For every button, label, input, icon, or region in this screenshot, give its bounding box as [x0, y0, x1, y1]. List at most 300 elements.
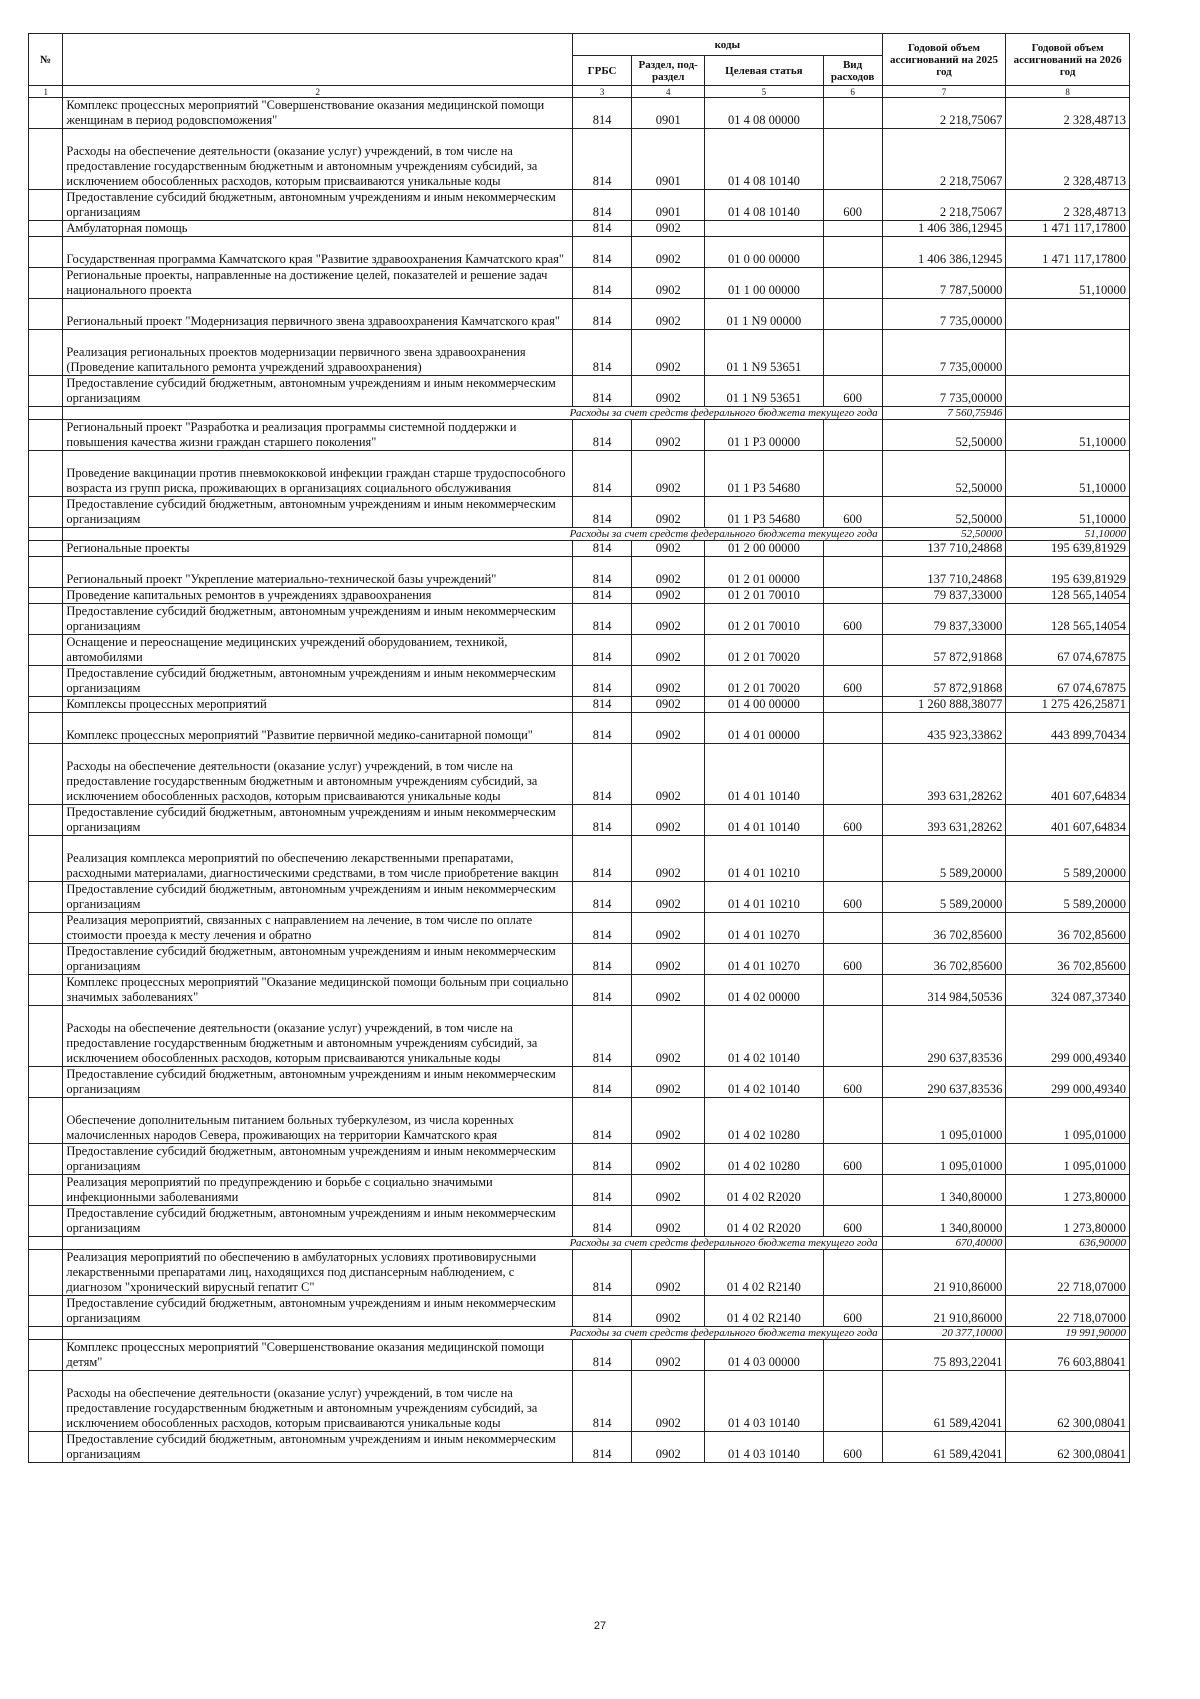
table-row: [29, 588, 1130, 604]
row-grbs-cell: 814: [573, 913, 632, 944]
row-year1-cell: 2 218,75067: [882, 129, 1006, 190]
row-name-cell: Реализация комплекса мероприятий по обеспечению лекарственными препаратами, расходными материалами, диагностическими средствами, в том числе приобретение вакцин: [63, 836, 573, 882]
row-num-cell: [29, 1371, 63, 1432]
row-kind-cell: [823, 129, 882, 190]
row-section-cell: 0901: [632, 129, 705, 190]
table-row: [29, 1340, 1130, 1371]
row-section-cell: 0902: [632, 975, 705, 1006]
table-row: [29, 451, 1130, 497]
row-grbs-cell: 814: [573, 1144, 632, 1175]
federal-budget-row: [29, 528, 1130, 541]
table-row: [29, 1098, 1130, 1144]
row-section-cell: 0902: [632, 541, 705, 557]
row-year2-cell: 1 275 426,25871: [1006, 697, 1130, 713]
row-target-cell: 01 4 02 R2020: [705, 1206, 823, 1237]
row-year2-cell: 195 639,81929: [1006, 557, 1130, 588]
row-grbs-cell: 814: [573, 221, 632, 237]
row-year2-cell: 67 074,67875: [1006, 666, 1130, 697]
row-target-cell: 01 0 00 00000: [705, 237, 823, 268]
row-num-cell: [29, 98, 63, 129]
row-target-cell: 01 1 P3 00000: [705, 420, 823, 451]
row-year2-cell: 51,10000: [1006, 420, 1130, 451]
row-num-cell: [29, 190, 63, 221]
row-year1-cell: 137 710,24868: [882, 541, 1006, 557]
row-num-cell: [29, 666, 63, 697]
row-num-cell: [29, 713, 63, 744]
row-name-cell: Расходы на обеспечение деятельности (оказание услуг) учреждений, в том числе на предоставление государственным бюджетным и автономным учреждениям субсидий, за исключением обособленных расходов, которым присваиваются уникальные коды: [63, 744, 573, 805]
row-year1-cell: 290 637,83536: [882, 1067, 1006, 1098]
row-year1-cell: 7 735,00000: [882, 299, 1006, 330]
row-year2-cell: 67 074,67875: [1006, 635, 1130, 666]
row-kind-cell: [823, 588, 882, 604]
row-kind-cell: 600: [823, 604, 882, 635]
row-year1-cell: 61 589,42041: [882, 1371, 1006, 1432]
row-target-cell: 01 1 N9 53651: [705, 376, 823, 407]
row-target-cell: 01 4 02 R2140: [705, 1296, 823, 1327]
row-name-cell: Предоставление субсидий бюджетным, автономным учреждениям и иным некоммерческим организациям: [63, 1206, 573, 1237]
table-row: [29, 697, 1130, 713]
row-year2-cell: 22 718,07000: [1006, 1250, 1130, 1296]
index-cell: 3: [573, 86, 632, 98]
row-kind-cell: [823, 697, 882, 713]
row-grbs-cell: 814: [573, 588, 632, 604]
row-num-cell: [29, 1327, 63, 1340]
row-kind-cell: 600: [823, 1432, 882, 1463]
row-section-cell: 0902: [632, 1250, 705, 1296]
row-target-cell: 01 4 03 00000: [705, 1340, 823, 1371]
row-name-cell: Реализация мероприятий по обеспечению в амбулаторных условиях противовирусными лекарственными препаратами лиц, находящихся под диспансерным наблюдением, с диагнозом "хронический вирусный гепатит С": [63, 1250, 573, 1296]
budget-table: [28, 33, 1130, 1463]
row-kind-cell: 600: [823, 376, 882, 407]
row-grbs-cell: 814: [573, 1067, 632, 1098]
row-section-cell: 0902: [632, 1340, 705, 1371]
row-section-cell: 0902: [632, 913, 705, 944]
row-name-cell: Реализация региональных проектов модернизации первичного звена здравоохранения (Проведение капитального ремонта учреждений здравоохранения): [63, 330, 573, 376]
row-target-cell: 01 4 01 10140: [705, 805, 823, 836]
row-num-cell: [29, 237, 63, 268]
row-grbs-cell: 814: [573, 666, 632, 697]
row-grbs-cell: 814: [573, 975, 632, 1006]
row-year1-cell: 20 377,10000: [882, 1327, 1006, 1340]
header-codes: коды: [573, 34, 883, 56]
table-row: [29, 744, 1130, 805]
row-name-cell: Предоставление субсидий бюджетным, автономным учреждениям и иным некоммерческим организациям: [63, 1144, 573, 1175]
row-grbs-cell: 814: [573, 497, 632, 528]
row-year2-cell: 299 000,49340: [1006, 1067, 1130, 1098]
header-year2: Годовой объем ассигнований на 2026 год: [1006, 34, 1130, 86]
row-num-cell: [29, 1144, 63, 1175]
row-section-cell: 0902: [632, 1144, 705, 1175]
row-name-cell: Предоставление субсидий бюджетным, автономным учреждениям и иным некоммерческим организациям: [63, 1296, 573, 1327]
table-row: [29, 330, 1130, 376]
page-number: 27: [593, 1620, 607, 1632]
row-num-cell: [29, 1098, 63, 1144]
row-grbs-cell: 814: [573, 1371, 632, 1432]
row-grbs-cell: 814: [573, 1006, 632, 1067]
row-grbs-cell: 814: [573, 713, 632, 744]
row-grbs-cell: 814: [573, 451, 632, 497]
row-kind-cell: [823, 1098, 882, 1144]
row-grbs-cell: 814: [573, 744, 632, 805]
table-row: [29, 1206, 1130, 1237]
row-year2-cell: 62 300,08041: [1006, 1432, 1130, 1463]
row-num-cell: [29, 1237, 63, 1250]
row-target-cell: 01 4 01 10210: [705, 836, 823, 882]
row-num-cell: [29, 697, 63, 713]
row-section-cell: 0902: [632, 588, 705, 604]
row-section-cell: 0902: [632, 221, 705, 237]
row-target-cell: 01 1 N9 00000: [705, 299, 823, 330]
row-grbs-cell: 814: [573, 604, 632, 635]
row-name-cell: Региональные проекты: [63, 541, 573, 557]
row-section-cell: 0902: [632, 1371, 705, 1432]
header-name: [63, 34, 573, 86]
row-target-cell: 01 4 01 10270: [705, 913, 823, 944]
row-grbs-cell: 814: [573, 836, 632, 882]
row-target-cell: 01 4 08 00000: [705, 98, 823, 129]
row-year2-cell: 1 273,80000: [1006, 1175, 1130, 1206]
row-name-cell: Расходы за счет средств федерального бюджета текущего года: [63, 407, 882, 420]
row-name-cell: Предоставление субсидий бюджетным, автономным учреждениям и иным некоммерческим организациям: [63, 1067, 573, 1098]
row-name-cell: Расходы за счет средств федерального бюджета текущего года: [63, 528, 882, 541]
row-kind-cell: 600: [823, 944, 882, 975]
row-section-cell: 0902: [632, 1175, 705, 1206]
row-num-cell: [29, 541, 63, 557]
row-kind-cell: [823, 744, 882, 805]
row-grbs-cell: 814: [573, 944, 632, 975]
row-year1-cell: 7 735,00000: [882, 330, 1006, 376]
row-target-cell: 01 4 03 10140: [705, 1371, 823, 1432]
row-year1-cell: 1 095,01000: [882, 1144, 1006, 1175]
row-num-cell: [29, 528, 63, 541]
row-target-cell: 01 2 00 00000: [705, 541, 823, 557]
index-cell: 8: [1006, 86, 1130, 98]
row-num-cell: [29, 604, 63, 635]
row-section-cell: 0902: [632, 330, 705, 376]
row-name-cell: Предоставление субсидий бюджетным, автономным учреждениям и иным некоммерческим организациям: [63, 497, 573, 528]
row-year2-cell: 1 095,01000: [1006, 1144, 1130, 1175]
table-row: [29, 1371, 1130, 1432]
row-year1-cell: 36 702,85600: [882, 944, 1006, 975]
row-kind-cell: 600: [823, 666, 882, 697]
row-name-cell: Комплекс процессных мероприятий "Совершенствование оказания медицинской помощи детям": [63, 1340, 573, 1371]
row-section-cell: 0902: [632, 299, 705, 330]
row-year1-cell: 137 710,24868: [882, 557, 1006, 588]
table-row: [29, 666, 1130, 697]
row-num-cell: [29, 376, 63, 407]
row-target-cell: 01 4 02 10280: [705, 1144, 823, 1175]
header-section: Раздел, под-раздел: [632, 56, 705, 86]
row-year1-cell: 5 589,20000: [882, 882, 1006, 913]
row-kind-cell: [823, 913, 882, 944]
row-kind-cell: [823, 1371, 882, 1432]
row-name-cell: Региональный проект "Разработка и реализация программы системной поддержки и повышения качества жизни граждан старшего поколения": [63, 420, 573, 451]
row-year1-cell: 21 910,86000: [882, 1296, 1006, 1327]
row-target-cell: 01 4 01 10140: [705, 744, 823, 805]
row-year2-cell: 2 328,48713: [1006, 190, 1130, 221]
row-kind-cell: [823, 1250, 882, 1296]
row-year1-cell: 314 984,50536: [882, 975, 1006, 1006]
row-year2-cell: 443 899,70434: [1006, 713, 1130, 744]
row-target-cell: 01 2 01 70020: [705, 635, 823, 666]
row-kind-cell: [823, 1006, 882, 1067]
row-grbs-cell: 814: [573, 1098, 632, 1144]
row-year1-cell: 79 837,33000: [882, 604, 1006, 635]
row-num-cell: [29, 588, 63, 604]
row-name-cell: Проведение капитальных ремонтов в учреждениях здравоохранения: [63, 588, 573, 604]
row-kind-cell: [823, 541, 882, 557]
row-year2-cell: 324 087,37340: [1006, 975, 1130, 1006]
row-target-cell: 01 4 02 10140: [705, 1006, 823, 1067]
row-year2-cell: 1 095,01000: [1006, 1098, 1130, 1144]
row-kind-cell: [823, 299, 882, 330]
table-row: [29, 805, 1130, 836]
row-section-cell: 0902: [632, 557, 705, 588]
row-year1-cell: 21 910,86000: [882, 1250, 1006, 1296]
table-row: [29, 913, 1130, 944]
row-section-cell: 0902: [632, 1296, 705, 1327]
row-num-cell: [29, 744, 63, 805]
row-year1-cell: 393 631,28262: [882, 744, 1006, 805]
row-year2-cell: [1006, 330, 1130, 376]
row-year2-cell: 2 328,48713: [1006, 129, 1130, 190]
row-year1-cell: 1 095,01000: [882, 1098, 1006, 1144]
row-name-cell: Предоставление субсидий бюджетным, автономным учреждениям и иным некоммерческим организациям: [63, 1432, 573, 1463]
row-grbs-cell: 814: [573, 1296, 632, 1327]
table-row: [29, 497, 1130, 528]
table-row: [29, 129, 1130, 190]
table-row: [29, 1175, 1130, 1206]
table-row: [29, 1006, 1130, 1067]
row-section-cell: 0902: [632, 376, 705, 407]
row-grbs-cell: 814: [573, 420, 632, 451]
table-row: [29, 190, 1130, 221]
row-year1-cell: 1 260 888,38077: [882, 697, 1006, 713]
row-section-cell: 0902: [632, 237, 705, 268]
row-year1-cell: 7 560,75946: [882, 407, 1006, 420]
row-name-cell: Комплексы процессных мероприятий: [63, 697, 573, 713]
row-num-cell: [29, 1006, 63, 1067]
table-row: [29, 944, 1130, 975]
row-grbs-cell: 814: [573, 190, 632, 221]
table-row: [29, 237, 1130, 268]
row-section-cell: 0902: [632, 420, 705, 451]
row-target-cell: 01 2 01 70010: [705, 604, 823, 635]
row-year1-cell: 79 837,33000: [882, 588, 1006, 604]
row-name-cell: Расходы за счет средств федерального бюджета текущего года: [63, 1237, 882, 1250]
index-cell: 1: [29, 86, 63, 98]
row-name-cell: Предоставление субсидий бюджетным, автономным учреждениям и иным некоммерческим организациям: [63, 190, 573, 221]
row-target-cell: 01 4 01 10270: [705, 944, 823, 975]
row-num-cell: [29, 1175, 63, 1206]
index-cell: 7: [882, 86, 1006, 98]
table-row: [29, 882, 1130, 913]
row-year1-cell: 75 893,22041: [882, 1340, 1006, 1371]
row-num-cell: [29, 557, 63, 588]
header-num: №: [29, 34, 63, 86]
row-name-cell: Предоставление субсидий бюджетным, автономным учреждениям и иным некоммерческим организациям: [63, 944, 573, 975]
table-row: [29, 221, 1130, 237]
row-name-cell: Обеспечение дополнительным питанием больных туберкулезом, из числа коренных малочисленных народов Севера, проживающих на территории Камчатского края: [63, 1098, 573, 1144]
row-year1-cell: 7 735,00000: [882, 376, 1006, 407]
row-num-cell: [29, 268, 63, 299]
row-year2-cell: 5 589,20000: [1006, 882, 1130, 913]
row-kind-cell: [823, 420, 882, 451]
row-section-cell: 0902: [632, 713, 705, 744]
row-name-cell: Амбулаторная помощь: [63, 221, 573, 237]
row-year2-cell: 76 603,88041: [1006, 1340, 1130, 1371]
row-name-cell: Комплекс процессных мероприятий "Совершенствование оказания медицинской помощи женщинам в период родовспоможения": [63, 98, 573, 129]
row-year2-cell: 195 639,81929: [1006, 541, 1130, 557]
table-row: [29, 557, 1130, 588]
row-year2-cell: 1 471 117,17800: [1006, 221, 1130, 237]
row-kind-cell: 600: [823, 497, 882, 528]
index-cell: 6: [823, 86, 882, 98]
row-kind-cell: [823, 98, 882, 129]
row-name-cell: Региональный проект "Укрепление материально-технической базы учреждений": [63, 557, 573, 588]
row-grbs-cell: 814: [573, 697, 632, 713]
row-num-cell: [29, 330, 63, 376]
row-section-cell: 0902: [632, 944, 705, 975]
row-section-cell: 0901: [632, 190, 705, 221]
row-target-cell: 01 1 P3 54680: [705, 497, 823, 528]
table-row: [29, 1067, 1130, 1098]
row-grbs-cell: 814: [573, 805, 632, 836]
row-grbs-cell: 814: [573, 882, 632, 913]
header-target: Целевая статья: [705, 56, 823, 86]
row-year2-cell: 401 607,64834: [1006, 805, 1130, 836]
table-row: [29, 836, 1130, 882]
row-kind-cell: 600: [823, 882, 882, 913]
federal-budget-row: [29, 407, 1130, 420]
row-grbs-cell: 814: [573, 541, 632, 557]
row-year2-cell: 51,10000: [1006, 528, 1130, 541]
index-cell: 4: [632, 86, 705, 98]
row-year1-cell: 435 923,33862: [882, 713, 1006, 744]
row-year2-cell: 128 565,14054: [1006, 588, 1130, 604]
row-num-cell: [29, 1067, 63, 1098]
row-year1-cell: 57 872,91868: [882, 666, 1006, 697]
row-target-cell: 01 4 08 10140: [705, 190, 823, 221]
row-target-cell: 01 4 02 R2020: [705, 1175, 823, 1206]
header-kind: Вид расходов: [823, 56, 882, 86]
row-grbs-cell: 814: [573, 268, 632, 299]
table-row: [29, 268, 1130, 299]
row-num-cell: [29, 407, 63, 420]
row-year1-cell: 5 589,20000: [882, 836, 1006, 882]
row-num-cell: [29, 836, 63, 882]
row-kind-cell: 600: [823, 805, 882, 836]
row-section-cell: 0902: [632, 1098, 705, 1144]
row-name-cell: Проведение вакцинации против пневмококковой инфекции граждан старше трудоспособного возраста из групп риска, проживающих в организациях социального обслуживания: [63, 451, 573, 497]
row-year2-cell: 62 300,08041: [1006, 1371, 1130, 1432]
row-target-cell: 01 4 08 10140: [705, 129, 823, 190]
row-name-cell: Региональный проект "Модернизация первичного звена здравоохранения Камчатского края": [63, 299, 573, 330]
row-section-cell: 0902: [632, 268, 705, 299]
row-year2-cell: [1006, 407, 1130, 420]
row-name-cell: Предоставление субсидий бюджетным, автономным учреждениям и иным некоммерческим организациям: [63, 604, 573, 635]
row-target-cell: 01 1 P3 54680: [705, 451, 823, 497]
row-year1-cell: 61 589,42041: [882, 1432, 1006, 1463]
table-row: [29, 376, 1130, 407]
table-row: [29, 1296, 1130, 1327]
row-target-cell: 01 1 00 00000: [705, 268, 823, 299]
table-row: [29, 299, 1130, 330]
row-num-cell: [29, 451, 63, 497]
row-grbs-cell: 814: [573, 1432, 632, 1463]
row-year1-cell: 52,50000: [882, 528, 1006, 541]
row-section-cell: 0902: [632, 666, 705, 697]
row-grbs-cell: 814: [573, 299, 632, 330]
row-num-cell: [29, 944, 63, 975]
row-year1-cell: 1 406 386,12945: [882, 221, 1006, 237]
row-target-cell: 01 2 01 00000: [705, 557, 823, 588]
row-year2-cell: 51,10000: [1006, 497, 1130, 528]
row-grbs-cell: 814: [573, 376, 632, 407]
row-year2-cell: 51,10000: [1006, 451, 1130, 497]
row-target-cell: 01 4 00 00000: [705, 697, 823, 713]
table-header: [29, 34, 1130, 98]
row-section-cell: 0902: [632, 1206, 705, 1237]
row-year2-cell: 19 991,90000: [1006, 1327, 1130, 1340]
row-year2-cell: 51,10000: [1006, 268, 1130, 299]
row-section-cell: 0902: [632, 744, 705, 805]
row-target-cell: 01 2 01 70020: [705, 666, 823, 697]
row-section-cell: 0901: [632, 98, 705, 129]
table-row: [29, 1144, 1130, 1175]
row-name-cell: Комплекс процессных мероприятий "Развитие первичной медико-санитарной помощи": [63, 713, 573, 744]
row-year2-cell: 22 718,07000: [1006, 1296, 1130, 1327]
row-kind-cell: 600: [823, 1206, 882, 1237]
table-row: [29, 541, 1130, 557]
table-row: [29, 975, 1130, 1006]
row-year1-cell: 393 631,28262: [882, 805, 1006, 836]
row-target-cell: 01 4 02 10140: [705, 1067, 823, 1098]
row-grbs-cell: 814: [573, 1206, 632, 1237]
table-row: [29, 98, 1130, 129]
row-target-cell: [705, 221, 823, 237]
header-grbs: ГРБС: [573, 56, 632, 86]
row-year1-cell: 1 340,80000: [882, 1175, 1006, 1206]
row-grbs-cell: 814: [573, 557, 632, 588]
row-year1-cell: 670,40000: [882, 1237, 1006, 1250]
row-target-cell: 01 1 N9 53651: [705, 330, 823, 376]
row-grbs-cell: 814: [573, 1175, 632, 1206]
row-name-cell: Комплекс процессных мероприятий "Оказание медицинской помощи больным при социально значимых заболеваниях": [63, 975, 573, 1006]
row-name-cell: Расходы на обеспечение деятельности (оказание услуг) учреждений, в том числе на предоставление государственным бюджетным и автономным учреждениям субсидий, за исключением обособленных расходов, которым присваиваются уникальные коды: [63, 129, 573, 190]
row-num-cell: [29, 221, 63, 237]
row-year1-cell: 52,50000: [882, 420, 1006, 451]
row-section-cell: 0902: [632, 836, 705, 882]
row-grbs-cell: 814: [573, 1250, 632, 1296]
index-cell: 5: [705, 86, 823, 98]
row-num-cell: [29, 497, 63, 528]
row-year1-cell: 52,50000: [882, 451, 1006, 497]
row-num-cell: [29, 129, 63, 190]
row-kind-cell: [823, 221, 882, 237]
table-body: [29, 98, 1130, 1463]
row-section-cell: 0902: [632, 805, 705, 836]
row-kind-cell: 600: [823, 1144, 882, 1175]
row-kind-cell: 600: [823, 190, 882, 221]
row-grbs-cell: 814: [573, 129, 632, 190]
row-section-cell: 0902: [632, 882, 705, 913]
row-section-cell: 0902: [632, 1067, 705, 1098]
row-target-cell: 01 4 01 10210: [705, 882, 823, 913]
row-year2-cell: 2 328,48713: [1006, 98, 1130, 129]
table-row: [29, 713, 1130, 744]
row-name-cell: Расходы за счет средств федерального бюджета текущего года: [63, 1327, 882, 1340]
